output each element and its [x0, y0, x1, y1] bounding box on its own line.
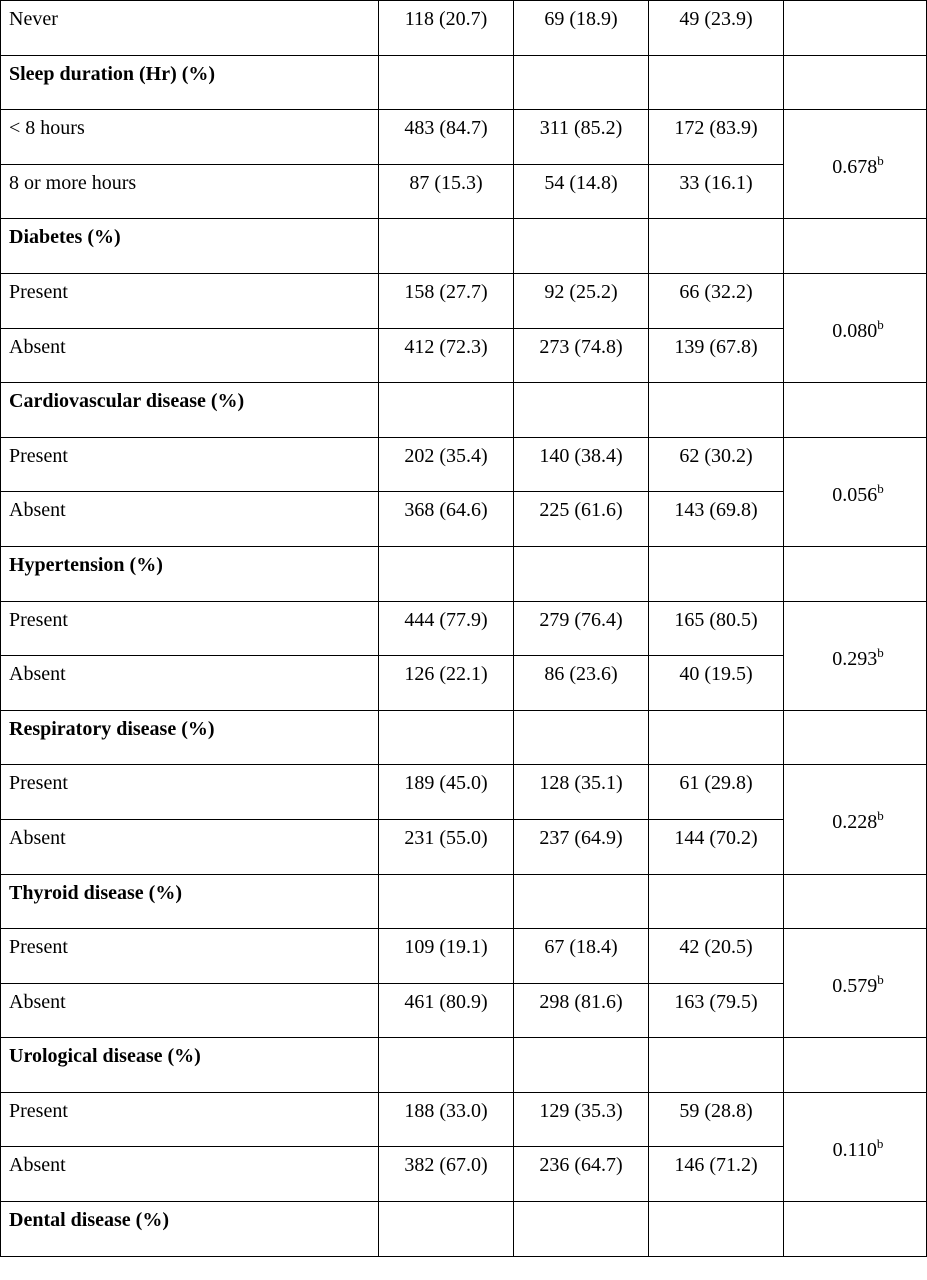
row-label: 8 or more hours [9, 171, 137, 194]
row-label-cell [1, 929, 379, 984]
value-cell [379, 819, 514, 874]
p-value-cell [784, 765, 927, 874]
value-text: 109 (19.1) [404, 936, 488, 959]
value-cell [514, 819, 649, 874]
value-cell [514, 929, 649, 984]
value-cell [514, 983, 649, 1038]
value-cell [379, 983, 514, 1038]
value-cell [514, 710, 649, 765]
row-label: Never [9, 8, 58, 30]
p-value-superscript: b [877, 644, 884, 660]
value-cell [379, 1038, 514, 1093]
value-cell [649, 383, 784, 438]
p-value-cell [784, 546, 927, 601]
row-label: Absent [9, 663, 66, 686]
p-value-superscript: b [877, 808, 884, 824]
p-value-cell [784, 55, 927, 110]
value-cell [649, 437, 784, 492]
value-cell [649, 273, 784, 328]
value-text: 128 (35.1) [539, 772, 623, 795]
row-label-cell [1, 1, 379, 56]
row-label: Absent [9, 990, 66, 1013]
section-label: Urological disease (%) [9, 1045, 201, 1068]
value-text: 279 (76.4) [539, 608, 623, 631]
value-text: 444 (77.9) [404, 608, 488, 631]
p-value-cell [784, 929, 927, 1038]
row-label: Present [9, 608, 68, 631]
value-text: 163 (79.5) [674, 990, 758, 1013]
p-value-cell [784, 110, 927, 219]
value-cell [514, 1147, 649, 1202]
value-cell [379, 929, 514, 984]
p-value-number: 0.678 [832, 156, 878, 179]
p-value [784, 149, 926, 179]
section-label-cell [1, 710, 379, 765]
p-value [784, 968, 926, 998]
value-cell [514, 328, 649, 383]
value-text: 412 (72.3) [404, 335, 488, 358]
p-value-number: 0.110 [832, 1138, 877, 1161]
value-cell [649, 219, 784, 274]
section-header-row [1, 55, 927, 110]
value-text: 146 (71.2) [674, 1154, 758, 1177]
section-label: Sleep duration (Hr) (%) [9, 62, 216, 85]
value-cell [514, 437, 649, 492]
p-value [784, 641, 926, 671]
p-value-number: 0.293 [832, 647, 878, 670]
value-cell [379, 55, 514, 110]
p-value-cell [784, 1, 927, 56]
section-label: Dental disease (%) [9, 1209, 169, 1232]
value-cell [514, 55, 649, 110]
value-cell [379, 601, 514, 656]
value-text: 237 (64.9) [539, 826, 623, 849]
value-cell [649, 1038, 784, 1093]
p-value [784, 1132, 926, 1162]
value-cell [379, 1092, 514, 1147]
p-value-superscript: b [877, 480, 884, 496]
value-text: 126 (22.1) [404, 663, 488, 686]
value-text: 140 (38.4) [539, 444, 623, 467]
value-text: 368 (64.6) [404, 499, 488, 522]
value-cell [514, 874, 649, 929]
value-cell [649, 874, 784, 929]
section-label: Thyroid disease (%) [9, 881, 182, 904]
row-label-cell [1, 601, 379, 656]
value-cell [649, 1, 784, 56]
value-cell [514, 492, 649, 547]
value-cell [379, 765, 514, 820]
row-label-cell [1, 983, 379, 1038]
value-cell [379, 546, 514, 601]
value-text: 42 (20.5) [679, 936, 753, 959]
value-cell [649, 110, 784, 165]
value-text: 189 (45.0) [404, 772, 488, 795]
table-row [1, 110, 927, 165]
value-cell [379, 1147, 514, 1202]
value-text: 172 (83.9) [674, 117, 758, 140]
p-value-cell [784, 1038, 927, 1093]
value-text: 144 (70.2) [674, 826, 758, 849]
section-label: Diabetes (%) [9, 226, 121, 249]
table-row [1, 1092, 927, 1147]
value-text: 54 (14.8) [544, 171, 618, 194]
value-text: 62 (30.2) [679, 444, 753, 467]
p-value-number: 0.228 [832, 811, 878, 834]
table-row [1, 1, 927, 56]
value-cell [649, 765, 784, 820]
value-cell [514, 601, 649, 656]
p-value-superscript: b [876, 1135, 884, 1151]
value-text: 461 (80.9) [404, 990, 488, 1013]
value-text: 33 (16.1) [679, 171, 753, 194]
value-cell [649, 1092, 784, 1147]
row-label: Present [9, 280, 68, 303]
value-cell [379, 492, 514, 547]
value-cell [649, 328, 784, 383]
p-value-cell [784, 437, 927, 546]
p-value-cell [784, 710, 927, 765]
section-label-cell [1, 1202, 379, 1257]
row-label: Absent [9, 826, 66, 849]
value-cell [514, 383, 649, 438]
section-header-row [1, 546, 927, 601]
value-cell [649, 601, 784, 656]
p-value-cell [784, 874, 927, 929]
table-row [1, 601, 927, 656]
section-label-cell [1, 874, 379, 929]
value-cell [514, 110, 649, 165]
value-text: 59 (28.8) [679, 1099, 753, 1122]
row-label-cell [1, 164, 379, 219]
p-value-cell [784, 219, 927, 274]
value-cell [379, 328, 514, 383]
row-label-cell [1, 765, 379, 820]
value-cell [649, 710, 784, 765]
value-cell [514, 656, 649, 711]
section-header-row [1, 1038, 927, 1093]
value-cell [649, 1202, 784, 1257]
value-text: 382 (67.0) [404, 1154, 488, 1177]
value-cell [379, 110, 514, 165]
value-cell [379, 164, 514, 219]
value-cell [379, 1202, 514, 1257]
value-text: 92 (25.2) [544, 280, 618, 303]
value-text: 67 (18.4) [544, 936, 618, 959]
row-label-cell [1, 819, 379, 874]
p-value-cell [784, 1202, 927, 1257]
section-label-cell [1, 383, 379, 438]
value-cell [379, 383, 514, 438]
value-text: 225 (61.6) [539, 499, 623, 522]
value-cell [379, 656, 514, 711]
value-cell [379, 874, 514, 929]
row-label: Absent [9, 499, 66, 522]
value-text: 231 (55.0) [404, 826, 488, 849]
value-cell [379, 1, 514, 56]
value-cell [514, 1, 649, 56]
p-value-number: 0.056 [832, 483, 878, 506]
p-value-superscript: b [877, 972, 884, 988]
value-cell [379, 710, 514, 765]
row-label-cell [1, 437, 379, 492]
value-cell [649, 1147, 784, 1202]
section-header-row [1, 710, 927, 765]
row-label-cell [1, 1092, 379, 1147]
value-text: 188 (33.0) [404, 1099, 488, 1122]
value-text: 66 (32.2) [679, 280, 753, 303]
value-cell [514, 765, 649, 820]
p-value-superscript: b [877, 153, 884, 169]
section-label: Hypertension (%) [9, 553, 163, 576]
p-value-cell [784, 273, 927, 382]
value-cell [514, 164, 649, 219]
p-value-cell [784, 383, 927, 438]
section-header-row [1, 383, 927, 438]
row-label: Absent [9, 1154, 66, 1177]
row-label-cell [1, 492, 379, 547]
p-value-cell [784, 1092, 927, 1201]
section-label: Cardiovascular disease (%) [9, 390, 245, 413]
value-text: 49 (23.9) [679, 8, 753, 30]
value-cell [649, 546, 784, 601]
p-value [784, 477, 926, 507]
section-header-row [1, 1202, 927, 1257]
table-body [1, 1, 927, 1257]
section-header-row [1, 219, 927, 274]
row-label-cell [1, 328, 379, 383]
value-text: 202 (35.4) [404, 444, 488, 467]
row-label-cell [1, 110, 379, 165]
value-text: 483 (84.7) [404, 117, 488, 140]
value-cell [649, 656, 784, 711]
row-label: Present [9, 772, 68, 795]
section-label: Respiratory disease (%) [9, 717, 215, 740]
value-text: 129 (35.3) [539, 1099, 623, 1122]
row-label: Present [9, 444, 68, 467]
table-row [1, 273, 927, 328]
value-cell [379, 273, 514, 328]
value-text: 61 (29.8) [679, 772, 753, 795]
value-cell [514, 219, 649, 274]
row-label: < 8 hours [9, 117, 85, 140]
value-text: 69 (18.9) [544, 8, 618, 30]
value-cell [514, 1038, 649, 1093]
value-text: 139 (67.8) [674, 335, 758, 358]
value-cell [514, 1202, 649, 1257]
row-label-cell [1, 273, 379, 328]
value-text: 158 (27.7) [404, 280, 488, 303]
value-text: 298 (81.6) [539, 990, 623, 1013]
value-text: 86 (23.6) [544, 663, 618, 686]
p-value-number: 0.080 [832, 320, 878, 343]
p-value [784, 313, 926, 343]
section-label-cell [1, 546, 379, 601]
row-label-cell [1, 1147, 379, 1202]
table-row [1, 929, 927, 984]
value-text: 40 (19.5) [679, 663, 753, 686]
table-row [1, 437, 927, 492]
value-text: 118 (20.7) [404, 8, 488, 30]
value-cell [649, 492, 784, 547]
section-label-cell [1, 219, 379, 274]
value-text: 311 (85.2) [539, 117, 623, 140]
row-label: Present [9, 1099, 68, 1122]
value-cell [649, 929, 784, 984]
value-cell [514, 1092, 649, 1147]
value-cell [514, 273, 649, 328]
section-header-row [1, 874, 927, 929]
section-label-cell [1, 1038, 379, 1093]
value-text: 273 (74.8) [539, 335, 623, 358]
row-label: Absent [9, 335, 66, 358]
value-cell [649, 55, 784, 110]
row-label: Present [9, 936, 68, 959]
value-cell [649, 164, 784, 219]
value-text: 143 (69.8) [674, 499, 758, 522]
value-text: 165 (80.5) [674, 608, 758, 631]
value-cell [379, 437, 514, 492]
value-cell [649, 819, 784, 874]
value-text: 236 (64.7) [539, 1154, 623, 1177]
value-cell [379, 219, 514, 274]
value-cell [514, 546, 649, 601]
value-cell [649, 983, 784, 1038]
table-row [1, 765, 927, 820]
section-label-cell [1, 55, 379, 110]
p-value-superscript: b [877, 317, 884, 333]
row-label-cell [1, 656, 379, 711]
p-value-number: 0.579 [832, 975, 878, 998]
value-text: 87 (15.3) [409, 171, 483, 194]
p-value [784, 804, 926, 834]
p-value-cell [784, 601, 927, 710]
